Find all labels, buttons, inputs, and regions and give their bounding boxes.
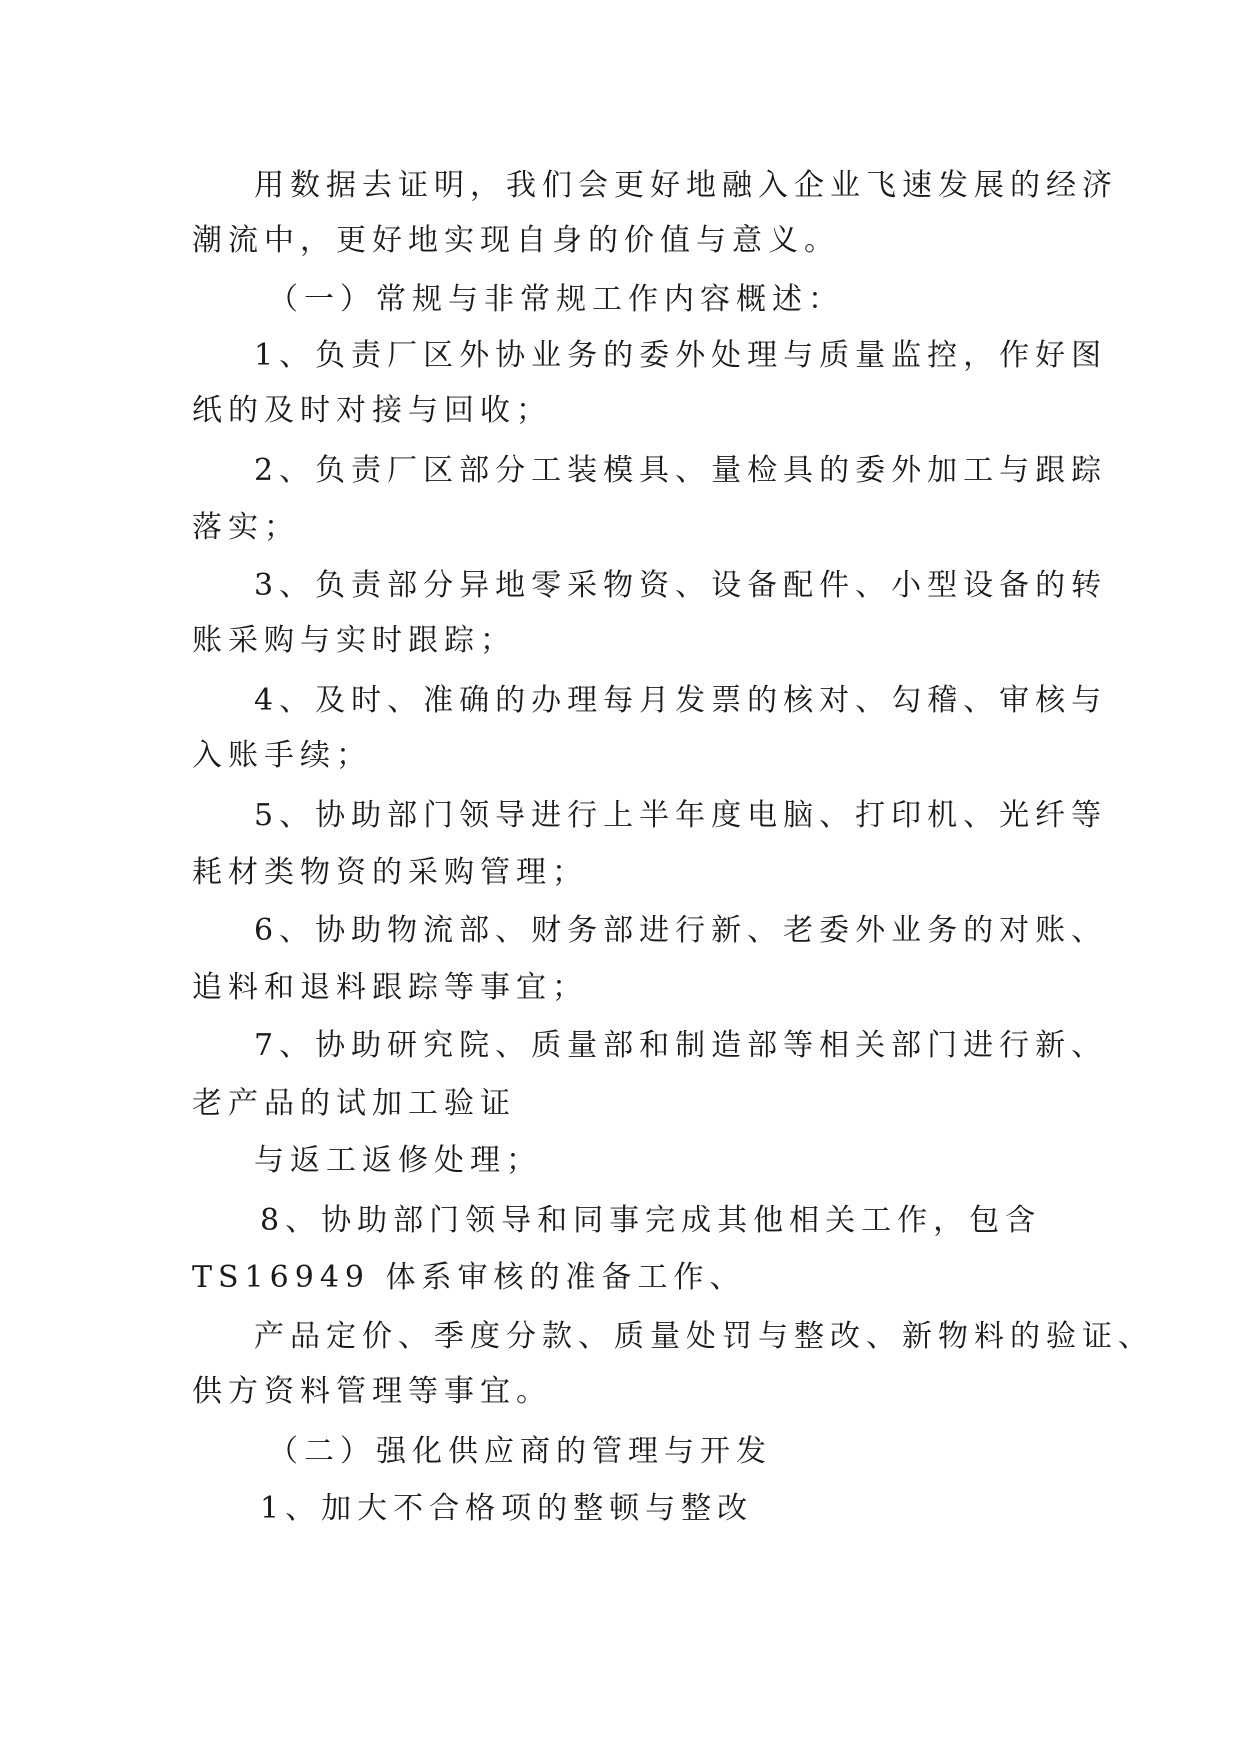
paragraph-line: 账采购与实时跟踪； [192, 623, 516, 658]
list-item-7: 7、协助研究院、质量部和制造部等相关部门进行新、 [254, 1028, 1108, 1063]
paragraph-line: 与返工返修处理； [254, 1143, 542, 1178]
paragraph-line: 潮流中，更好地实现自身的价值与意义。 [192, 223, 840, 258]
paragraph-line: 耗材类物资的采购管理； [192, 855, 588, 890]
paragraph-line: 老产品的试加工验证 [192, 1086, 516, 1121]
list-item-2: 2、负责厂区部分工装模具、量检具的委外加工与跟踪 [254, 453, 1108, 488]
list-item-6: 6、协助物流部、财务部进行新、老委外业务的对账、 [254, 913, 1108, 948]
paragraph-line: 落实； [192, 510, 300, 545]
paragraph-line: 产品定价、季度分款、质量处罚与整改、新物料的验证、 [254, 1319, 1154, 1354]
paragraph-line: 追料和退料跟踪等事宜； [192, 970, 588, 1005]
paragraph-line: 供方资料管理等事宜。 [192, 1374, 552, 1409]
paragraph-line: 用数据去证明，我们会更好地融入企业飞速发展的经济 [254, 168, 1118, 203]
list-item-4: 4、及时、准确的办理每月发票的核对、勾稽、审核与 [254, 683, 1108, 718]
paragraph-line: 入账手续； [192, 738, 372, 773]
list-item-1: 1、负责厂区外协业务的委外处理与质量监控，作好图 [254, 338, 1108, 373]
paragraph-line: 纸的及时对接与回收； [192, 393, 552, 428]
list-item-3: 3、负责部分异地零采物资、设备配件、小型设备的转 [254, 568, 1108, 603]
list-item-5: 5、协助部门领导进行上半年度电脑、打印机、光纤等 [254, 798, 1108, 833]
list-item-8: 8、协助部门领导和同事完成其他相关工作，包含 [260, 1203, 1042, 1238]
paragraph-line: TS16949 体系审核的准备工作、 [192, 1260, 746, 1295]
section-heading: （二）强化供应商的管理与开发 [268, 1434, 772, 1469]
section-heading: （一）常规与非常规工作内容概述： [268, 282, 844, 317]
list-item-1: 1、加大不合格项的整顿与整改 [260, 1491, 754, 1526]
